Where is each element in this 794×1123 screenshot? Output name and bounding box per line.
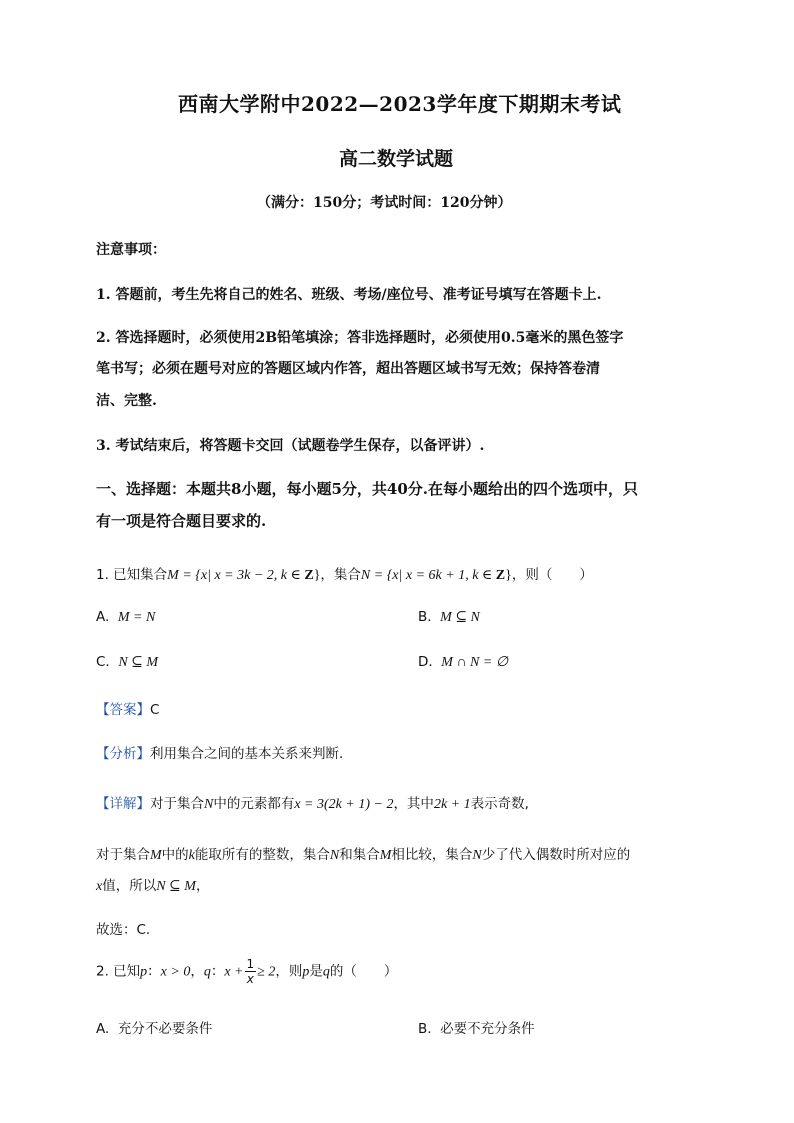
detail-tag: 【详解】 bbox=[96, 796, 150, 812]
q1-set-m: M = {x| x = 3k − 2, k ∈ Z} bbox=[167, 568, 321, 583]
notice-item-2-line-3: 洁、完整. bbox=[96, 393, 157, 409]
answer-tag: 【答案】 bbox=[96, 702, 150, 718]
notice-item-3: 3. 考试结束后，将答题卡交回（试题卷学生保存，以备评讲）. bbox=[96, 438, 485, 454]
q1-detail-line-3: x值，所以N ⊆ M， bbox=[96, 878, 210, 894]
paper-subtitle: 高二数学试题 bbox=[339, 148, 454, 170]
notice-item-2-line-1: 2. 答选择题时，必须使用2B铅笔填涂；答非选择题时，必须使用0.5毫米的黑色签字 bbox=[96, 330, 624, 346]
fraction-1-over-x: $\frac{1}{x}$ bbox=[246, 957, 255, 986]
q2-option-a: A. 充分不必要条件 bbox=[96, 1021, 213, 1037]
q1-mid: ，集合 bbox=[320, 567, 361, 583]
q1-prefix: 1. 已知集合 bbox=[96, 567, 168, 583]
question-1-stem bbox=[96, 563, 593, 584]
q1-detail-line-1: 【详解】对于集合N中的元素都有x = 3(2k + 1) − 2，其中2k + 1表示奇数, bbox=[96, 796, 529, 812]
section-1-line-1: 一、选择题：本题共8小题，每小题5分，共40分.在每小题给出的四个选项中，只 bbox=[96, 480, 638, 498]
q1-analysis: 【分析】利用集合之间的基本关系来判断. bbox=[96, 746, 344, 762]
notice-item-1: 1. 答题前，考生先将自己的姓名、班级、考场/座位号、准考证号填写在答题卡上. bbox=[96, 287, 602, 303]
q1-detail-line-2: 对于集合M中的k能取所有的整数，集合N和集合M相比较，集合N少了代入偶数时所对应的 bbox=[96, 847, 631, 863]
question-2-stem: 2. 已知p：x > 0，q：x + $\frac{1}{x}$ ≥ 2，则p是q的（ ） bbox=[96, 957, 398, 986]
analysis-tag: 【分析】 bbox=[96, 746, 150, 762]
exam-title: 西南大学附中2022—2023学年度下期期末考试 bbox=[178, 92, 622, 116]
q1-option-c: C. N ⊆ M bbox=[96, 654, 159, 670]
q1-option-a: A. M = N bbox=[96, 609, 156, 625]
exam-info: （满分：150分；考试时间：120分钟） bbox=[257, 195, 512, 211]
q1-conclusion: 故选：C. bbox=[96, 922, 151, 938]
notice-item-2-line-2: 笔书写；必须在题号对应的答题区域内作答，超出答题区域书写无效；保持答卷清 bbox=[96, 361, 600, 377]
q1-answer: 【答案】C bbox=[96, 702, 160, 718]
q1-option-d: D. M ∩ N = ∅ bbox=[418, 654, 509, 670]
q1-option-b: B. M ⊆ N bbox=[418, 609, 480, 625]
section-1-line-2: 有一项是符合题目要求的. bbox=[96, 512, 267, 530]
notice-heading: 注意事项： bbox=[96, 242, 166, 258]
q2-option-b: B. 必要不充分条件 bbox=[418, 1021, 535, 1037]
q1-set-n: N = {x| x = 6k + 1, k ∈ Z} bbox=[360, 568, 512, 583]
q1-suffix: ，则（ ） bbox=[511, 567, 593, 583]
